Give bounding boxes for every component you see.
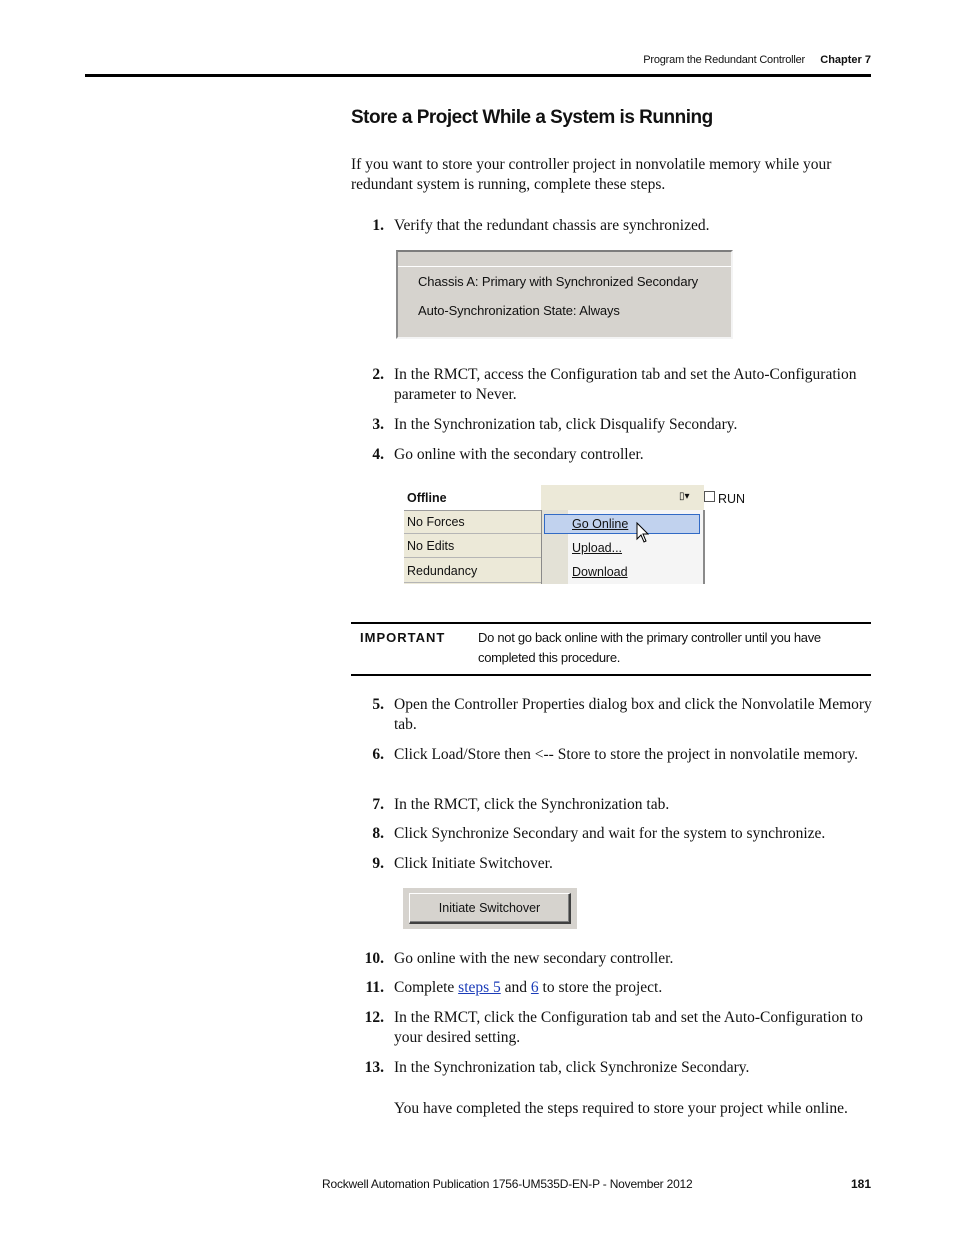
header-rule [85, 74, 871, 77]
step-text: Click Initiate Switchover. [394, 855, 553, 872]
step-text: In the RMCT, click the Configuration tab and set the Auto-Configuration to your desired setting. [394, 1009, 863, 1046]
step-number: 4. [372, 446, 384, 463]
offline-status: Offline [407, 491, 447, 505]
step-number: 5. [372, 696, 384, 713]
step-number: 3. [372, 416, 384, 433]
status-row-label: Redundancy [407, 564, 478, 578]
status-row-redundancy [404, 560, 541, 583]
step-number: 9. [372, 855, 384, 872]
step-text: Click Load/Store then <-- Store to store the project in nonvolatile memory. [394, 746, 859, 763]
switchover-screenshot [403, 888, 577, 929]
initiate-switchover-button[interactable] [409, 893, 571, 924]
running-header-section: Program the Redundant Controller [643, 54, 805, 66]
step-text: In the Synchronization tab, click Synchronize Secondary. [394, 1059, 750, 1076]
status-row-label: No Forces [407, 515, 465, 529]
step-text-part: and [500, 979, 531, 996]
run-label: RUN [718, 492, 746, 506]
step-text: Go online with the new secondary controller. [394, 950, 674, 967]
important-label: IMPORTANT [360, 630, 446, 645]
button-bevel [410, 894, 569, 922]
step-number: 10. [364, 950, 384, 967]
step-text: In the Synchronization tab, click Disqualify Secondary. [394, 416, 738, 433]
chassis-status-screenshot [396, 250, 733, 339]
step-6-link[interactable]: 6 [530, 979, 539, 996]
step-text: Go online with the secondary controller. [394, 446, 644, 463]
step-number: 13. [364, 1059, 384, 1076]
button-label: Initiate Switchover [438, 901, 541, 915]
footer-publication: Rockwell Automation Publication 1756-UM535D-EN-P - November 2012 [322, 1177, 693, 1191]
important-top-rule [351, 622, 871, 624]
step-number: 11. [365, 979, 384, 996]
dropdown-arrow-icon[interactable]: ▯▾ [679, 491, 690, 502]
online-menu-screenshot [404, 485, 746, 584]
status-row-forces [404, 511, 541, 534]
status-row-label: No Edits [407, 539, 455, 553]
important-bottom-rule [351, 674, 871, 676]
step-text: Click Synchronize Secondary and wait for the system to synchronize. [394, 825, 826, 842]
step-number: 2. [372, 366, 384, 383]
steps-5-link[interactable]: steps 5 [458, 979, 501, 996]
step-text: In the RMCT, access the Configuration tab and set the Auto-Configuration parameter to Never. [394, 366, 857, 403]
step-text-part: to store the project. [538, 979, 663, 996]
important-text: Do not go back online with the primary controller until you have completed this procedure. [478, 630, 821, 665]
step-number: 12. [364, 1009, 384, 1026]
running-header-chapter: Chapter 7 [820, 54, 871, 66]
menu-item-upload[interactable]: Upload... [572, 541, 623, 555]
intro-paragraph: If you want to store your controller project in nonvolatile memory while your redundant system is running, complete these steps. [351, 156, 832, 193]
page-number: 181 [850, 1177, 871, 1191]
page-title: Store a Project While a System is Running [351, 107, 713, 128]
step-text: Verify that the redundant chassis are synchronized. [394, 217, 710, 234]
run-checkbox[interactable] [704, 491, 715, 502]
panel-top-edge [398, 252, 731, 267]
menu-item-download[interactable]: Download [572, 565, 628, 579]
status-header [404, 485, 541, 511]
step-text: Open the Controller Properties dialog box and click the Nonvolatile Memory tab. [394, 696, 872, 733]
menu-item-go-online[interactable]: Go Online [572, 517, 629, 531]
status-row-edits [404, 535, 541, 558]
step-number: 1. [372, 217, 384, 234]
conclusion-paragraph: You have completed the steps required to store your project while online. [394, 1100, 848, 1117]
toolbar-area [541, 485, 746, 510]
step-number: 8. [372, 825, 384, 842]
step-text-part: Complete [394, 979, 459, 996]
mouse-cursor-icon [636, 522, 650, 544]
step-number: 7. [372, 796, 384, 813]
online-dropdown-menu [541, 510, 705, 584]
auto-sync-state-line: Auto-Synchronization State: Always [418, 303, 620, 318]
step-number: 6. [372, 746, 384, 763]
step-text: In the RMCT, click the Synchronization tab. [394, 796, 670, 813]
step-text [394, 978, 872, 998]
chassis-status-line: Chassis A: Primary with Synchronized Secondary [418, 274, 699, 289]
